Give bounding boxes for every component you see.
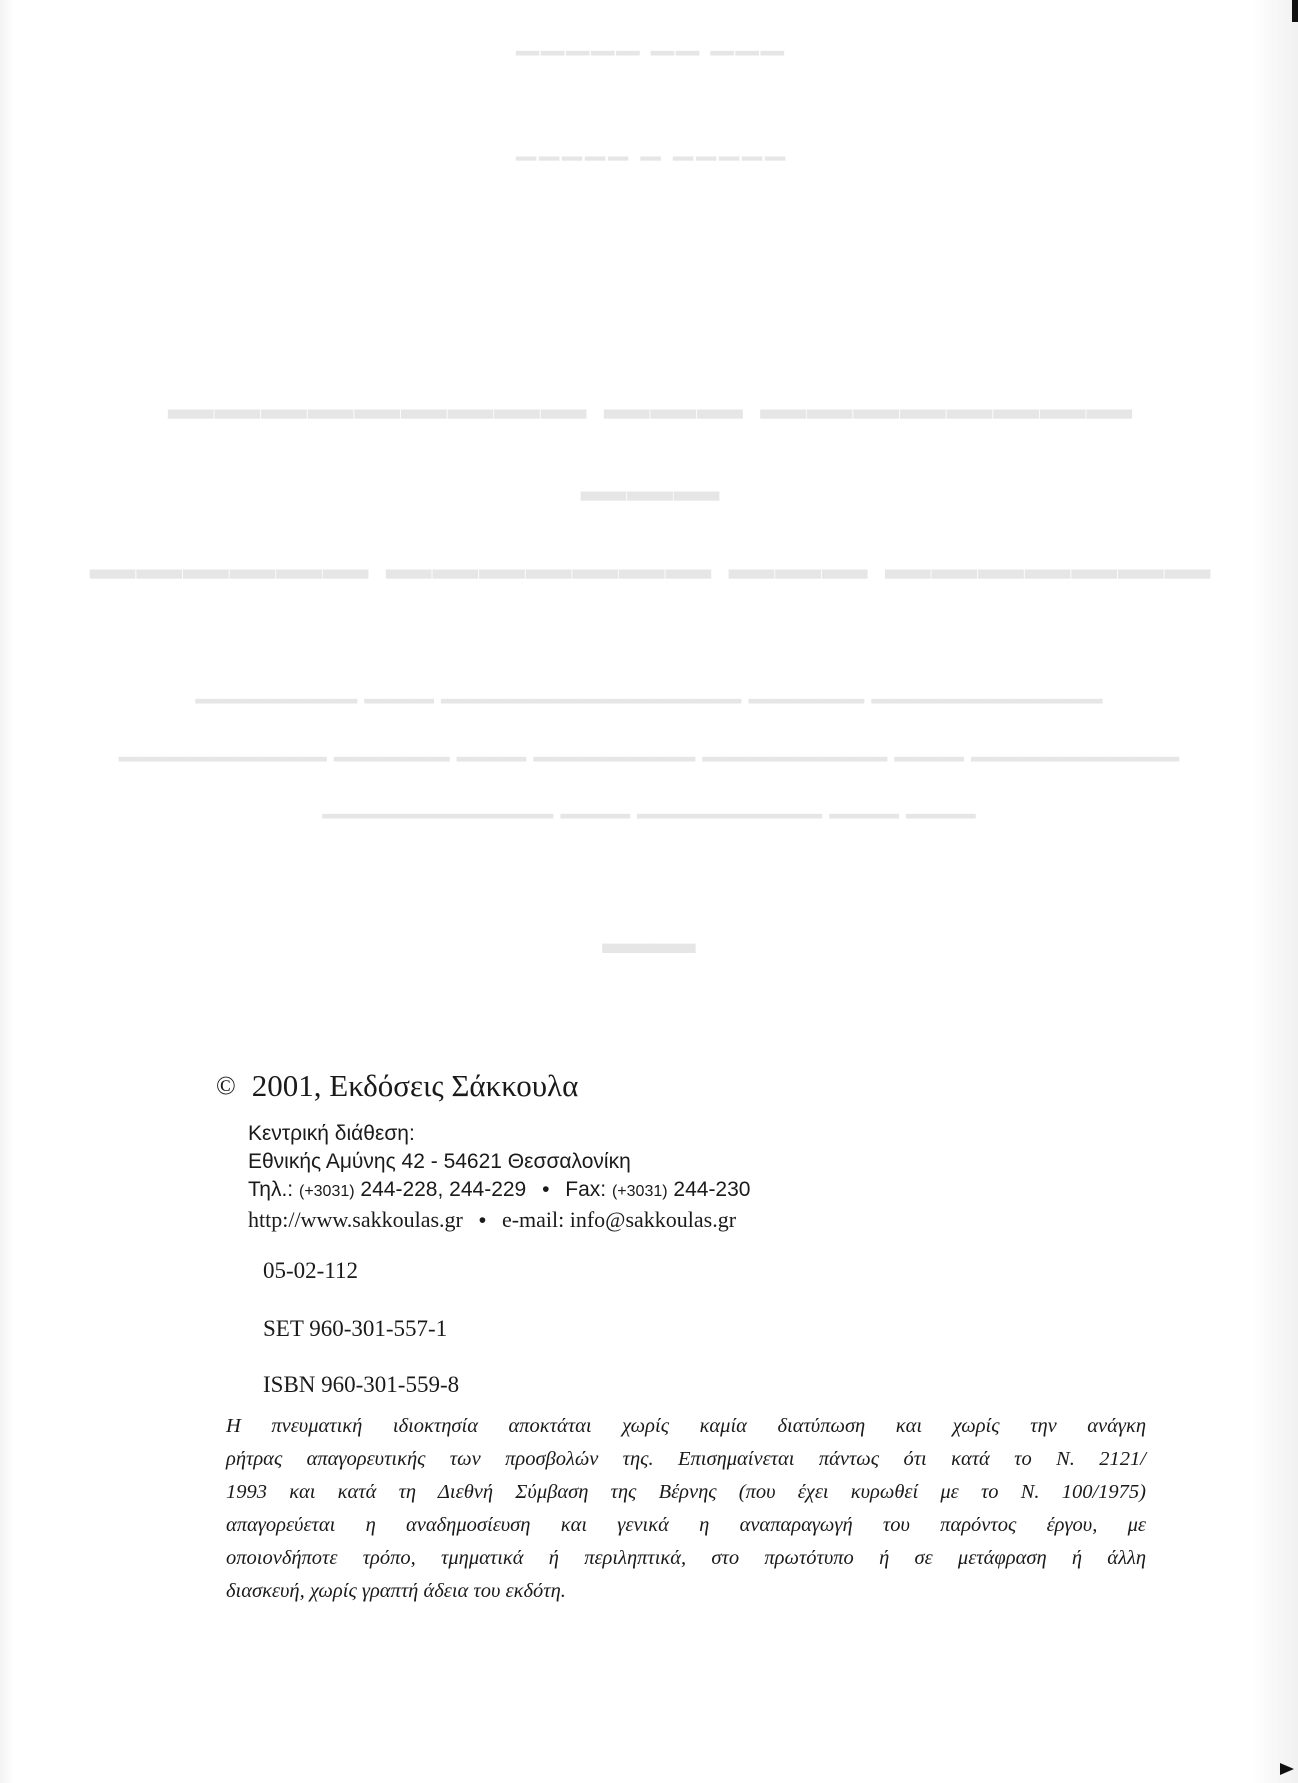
notice-line: οποιονδήποτε τρόπο, τμηματικά ή περιληπτικά, στο πρωτότυπο ή σε μετάφραση ή άλλη (226, 1547, 1146, 1569)
fax-number: 244-230 (673, 1178, 751, 1201)
notice-line: απαγορεύεται η αναδημοσίευση και γενικά η αναπαραγωγή του παρόντος έργου, με (226, 1514, 1146, 1536)
show-through: ▔▔▔▔▔▔▔▔▔ ▔▔▔ ▔▔▔▔▔▔▔▔ ▔▔▔▔▔▔▔ ▔▔▔ ▔▔▔▔▔ ▔▔▔▔▔▔▔▔▔ (118, 759, 1180, 792)
copyright-icon: © (216, 1071, 236, 1100)
phone-code: (+3031) (298, 1183, 355, 1200)
catalog-number: 05-02-112 (263, 1258, 358, 1283)
isbn-number: ISBN 960-301-559-8 (263, 1372, 460, 1397)
copyright-text: 2001, Εκδόσεις Σάκκουλα (251, 1068, 579, 1103)
arrow-icon (1280, 1763, 1294, 1775)
distribution-label: Κεντρική διάθεση: (248, 1122, 415, 1145)
show-through: ▔▔▔▔▔▔▔▔▔▔ ▔▔▔▔▔ ▔▔▔▔▔▔▔▔▔▔▔▔▔ ▔▔▔ ▔▔▔▔▔▔▔ (195, 701, 1103, 734)
distribution-info (248, 1120, 750, 1235)
notice-line: ρήτρας απαγορευτικής των προσβολών της. Επισημαίνεται πάντως ότι κατά το Ν. 2121/ (226, 1448, 1146, 1470)
bullet-separator: • (478, 1209, 487, 1232)
copyright-line (216, 1068, 578, 1104)
fax-code: (+3031) (611, 1183, 668, 1200)
website-link[interactable]: http://www.sakkoulas.gr (248, 1207, 463, 1232)
show-through: ▔▔▔▔▔ ▔ ▔▔▔▔▔ (513, 158, 785, 187)
notice-line: διασκευή, χωρίς γραπτή άδεια του εκδότη. (226, 1580, 566, 1602)
contact-phones (248, 1176, 750, 1206)
show-through: ▔▔▔▔▔▔▔▔ ▔▔▔ ▔▔▔▔▔▔▔▔▔ (166, 412, 1132, 477)
bullet-separator: • (542, 1178, 550, 1201)
notice-line: Η πνευματική ιδιοκτησία αποκτάται χωρίς καμία διατύπωση και χωρίς την ανάγκη (226, 1415, 1146, 1437)
phone-label: Τηλ.: (248, 1178, 294, 1201)
fax-label: Fax: (565, 1178, 607, 1201)
scan-edge-mark (1292, 0, 1298, 22)
show-through: ▔▔ (602, 947, 696, 1013)
show-through: ▔▔▔ ▔▔ ▔▔▔▔▔ (514, 53, 784, 86)
distribution-address: Εθνικής Αμύνης 42 - 54621 Θεσσαλονίκη (248, 1150, 631, 1173)
copyright-notice (226, 1410, 1146, 1608)
show-through: ▔▔▔ ▔▔▔ ▔▔▔▔▔▔▔▔ ▔▔▔ ▔▔▔▔▔▔▔▔▔▔ (322, 816, 976, 849)
show-through: ▔▔▔ (579, 494, 719, 559)
show-through: ▔▔▔▔▔▔▔ ▔▔▔ ▔▔▔▔▔▔▔ ▔▔▔▔▔▔ (88, 572, 1210, 637)
set-number: SET 960-301-557-1 (263, 1316, 448, 1341)
contact-web (248, 1206, 750, 1235)
phone-numbers: 244-228, 244-229 (360, 1178, 527, 1201)
notice-line: 1993 και κατά τη Διεθνή Σύμβαση της Βέρνης (που έχει κυρωθεί με το Ν. 100/1975) (226, 1481, 1146, 1503)
email-link[interactable]: e-mail: info@sakkoulas.gr (501, 1207, 737, 1232)
